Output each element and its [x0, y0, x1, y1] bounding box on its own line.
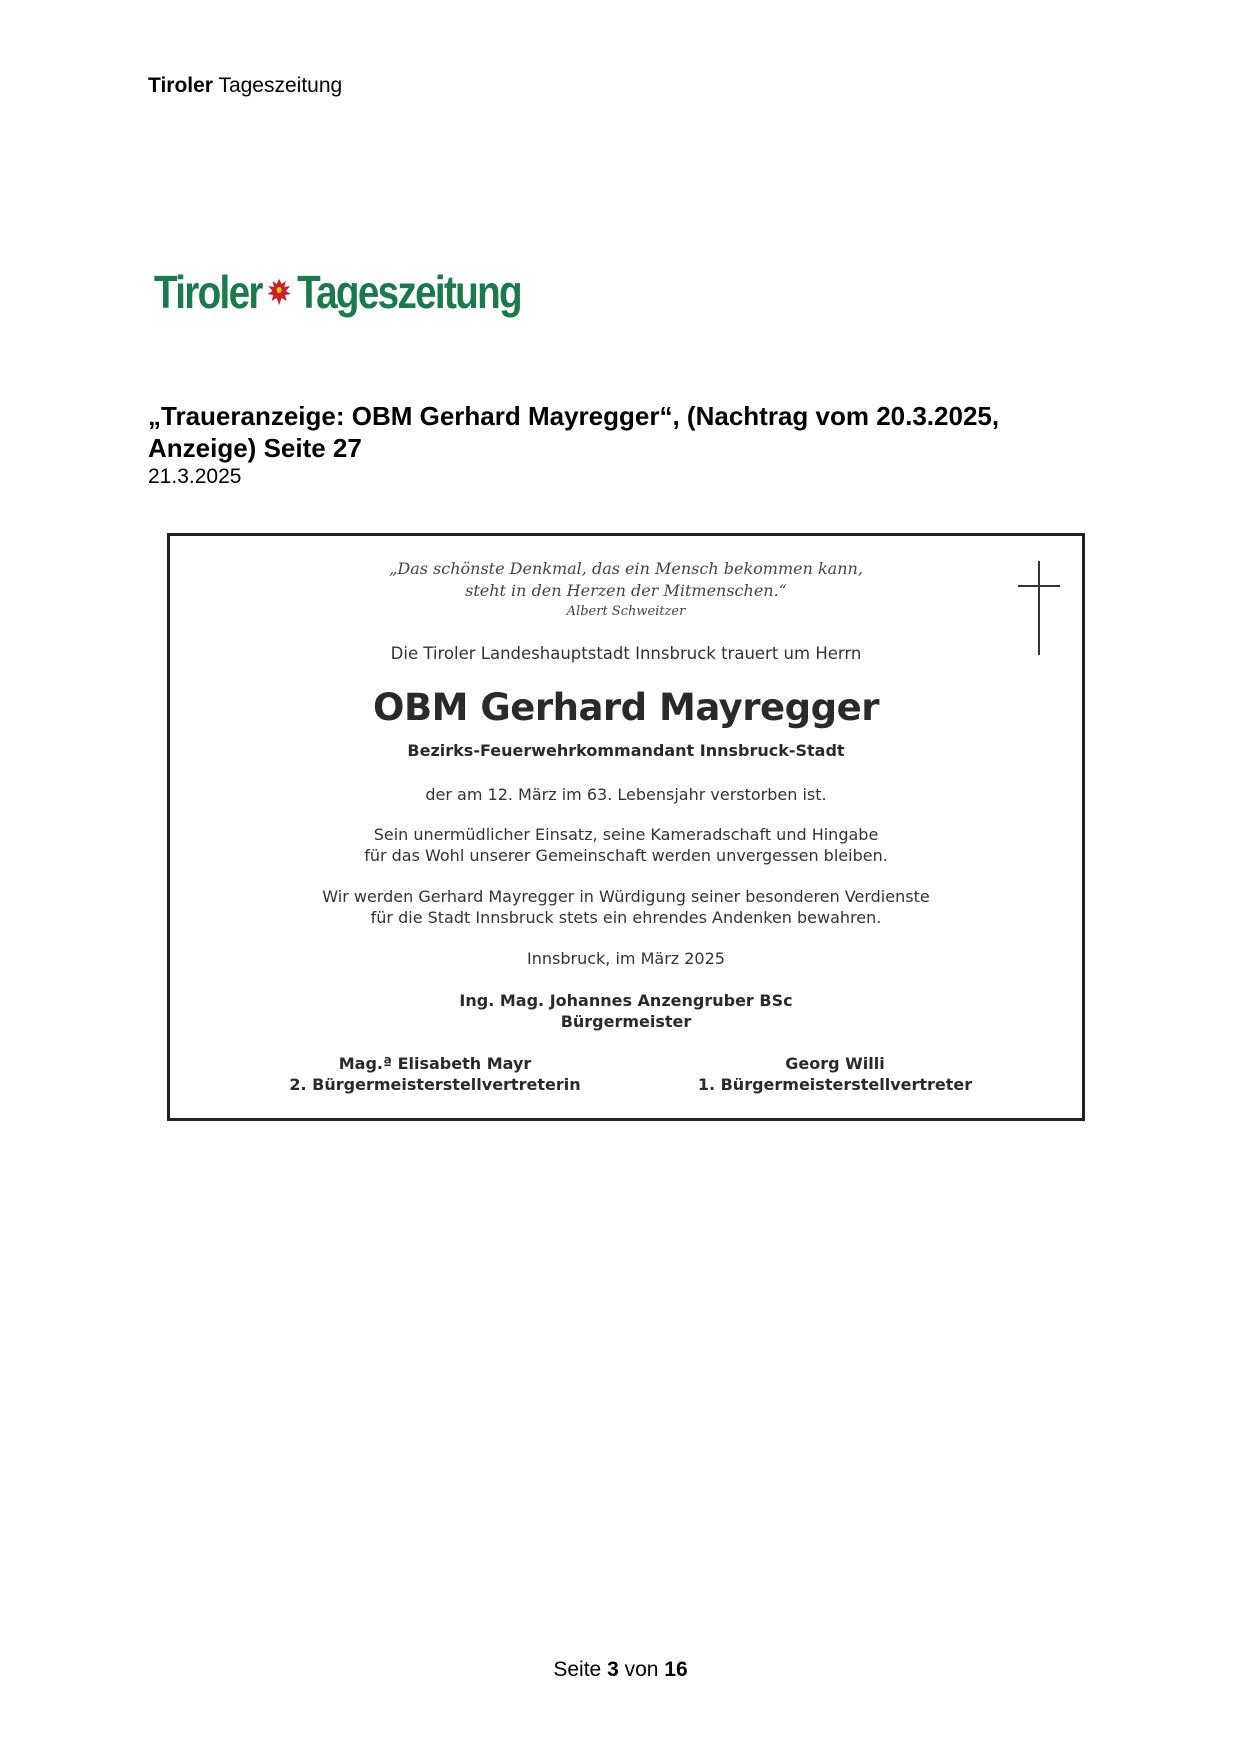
footer-prefix: Seite — [553, 1658, 608, 1681]
deceased-role: Bezirks-Feuerwehrkommandant Innsbruck-Stadt — [407, 741, 845, 760]
header-brand-regular: Tageszeitung — [218, 74, 343, 97]
logo-word-right: Tageszeitung — [297, 266, 521, 318]
remembrance-line-2: für die Stadt Innsbruck stets ein ehrendes Andenken bewahren. — [370, 908, 882, 927]
death-notice: der am 12. März im 63. Lebensjahr verstorben ist. — [425, 785, 827, 804]
deputy-1-name: Georg Willi — [785, 1054, 885, 1073]
article-date: 21.3.2025 — [148, 465, 242, 488]
tyrol-eagle-icon — [265, 275, 294, 309]
quote-line-2: steht in den Herzen der Mitmenschen.“ — [465, 581, 787, 600]
deputy-1-title: 1. Bürgermeisterstellvertreter — [697, 1075, 973, 1094]
footer-page-number: 3 — [607, 1658, 619, 1681]
quote-author: Albert Schweitzer — [566, 604, 686, 619]
footer-middle: von — [618, 1658, 665, 1681]
footer-page-total: 16 — [664, 1658, 688, 1681]
quote-line-1: „Das schönste Denkmal, das ein Mensch bekommen kann, — [389, 559, 863, 578]
article-title-line-2: Anzeige) Seite 27 — [148, 433, 362, 463]
mayor-name: Ing. Mag. Johannes Anzengruber BSc — [459, 991, 793, 1010]
document-header — [148, 74, 342, 98]
place-date: Innsbruck, im März 2025 — [527, 949, 725, 968]
obituary-ad — [167, 533, 1085, 1121]
article-title-line-1: „Traueranzeige: OBM Gerhard Mayregger“, (Nachtrag vom 20.3.2025, — [148, 401, 1000, 431]
deputy-2-title: 2. Bürgermeisterstellvertreterin — [289, 1075, 581, 1094]
article-title — [148, 400, 1108, 464]
header-brand-bold: Tiroler — [148, 74, 213, 97]
deceased-name: OBM Gerhard Mayregger — [373, 686, 879, 729]
mayor-title: Bürgermeister — [560, 1012, 692, 1031]
page-footer — [0, 1658, 1241, 1682]
ad-intro: Die Tiroler Landeshauptstadt Innsbruck trauert um Herrn — [390, 644, 862, 663]
remembrance-line-1: Wir werden Gerhard Mayregger in Würdigung seiner besonderen Verdienste — [322, 887, 930, 906]
tribute-line-1: Sein unermüdlicher Einsatz, seine Kameradschaft und Hingabe — [373, 825, 879, 844]
newspaper-logo — [154, 262, 521, 322]
tribute-line-2: für das Wohl unserer Gemeinschaft werden unvergessen bleiben. — [364, 846, 888, 865]
signature-deputy-2 — [270, 1053, 600, 1095]
logo-word-left: Tiroler — [154, 266, 262, 318]
deputy-2-name: Mag.ª Elisabeth Mayr — [338, 1054, 532, 1073]
signature-deputy-1 — [670, 1053, 1000, 1095]
